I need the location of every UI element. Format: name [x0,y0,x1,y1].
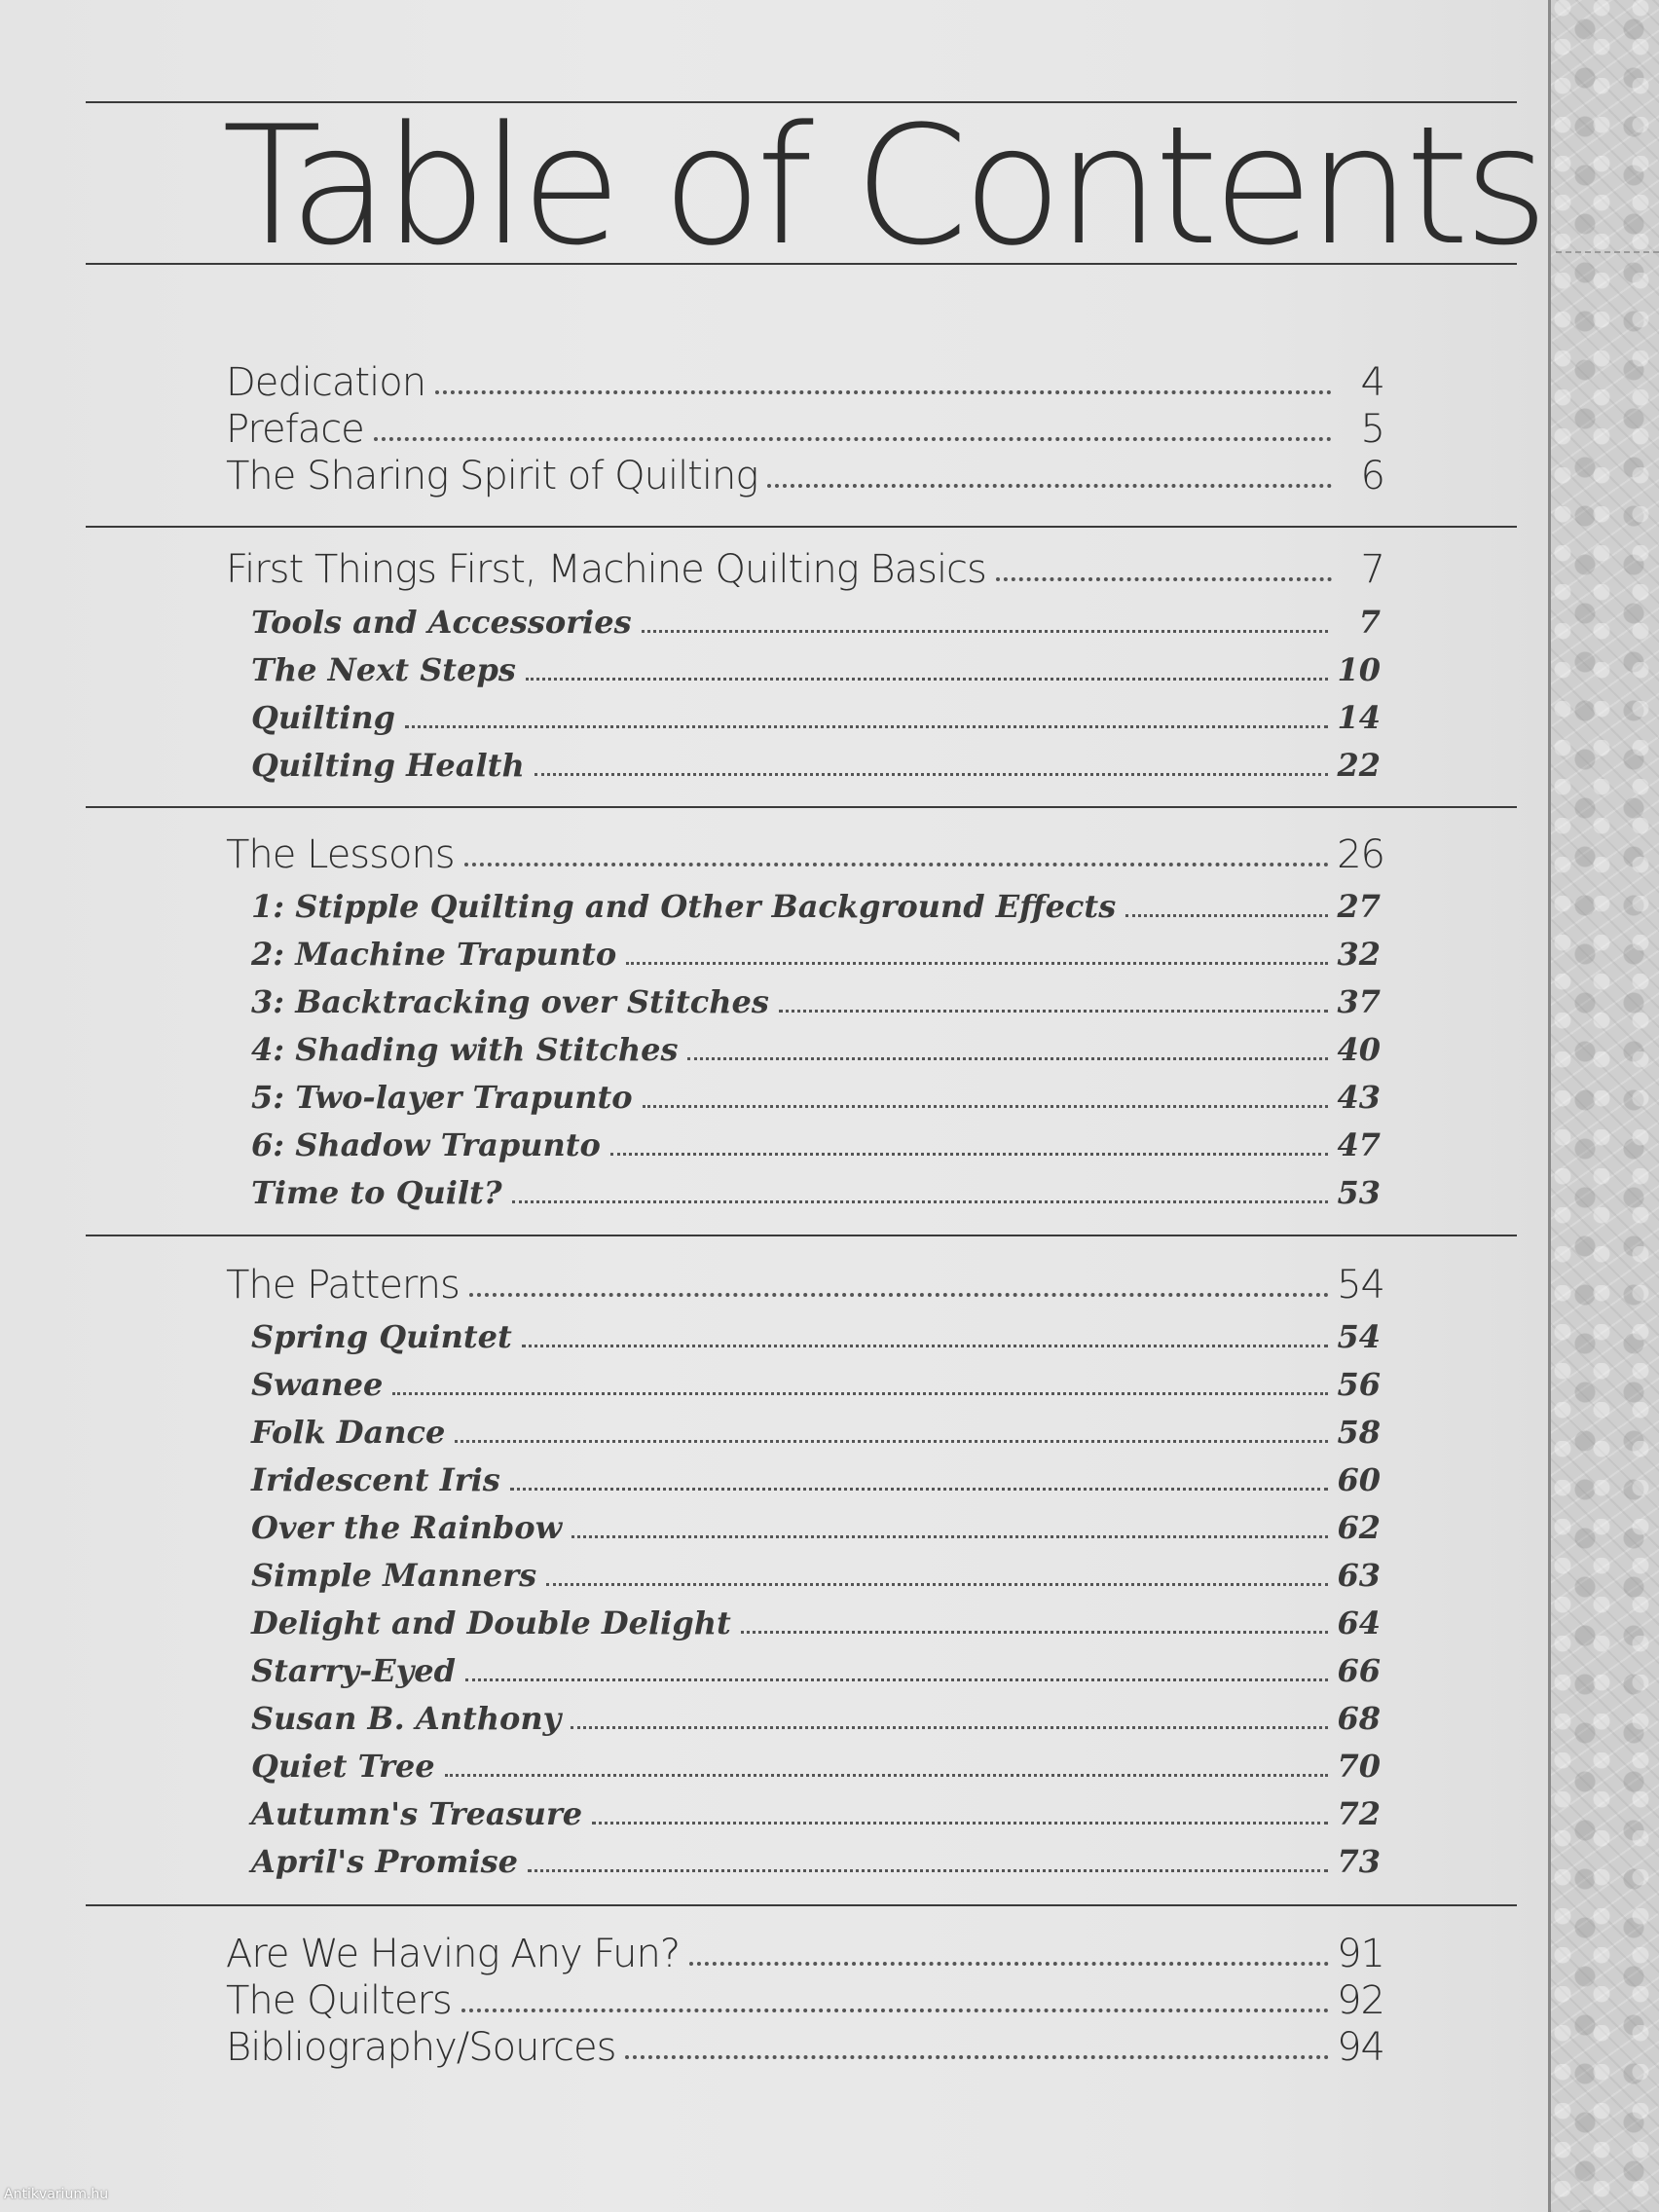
toc-entry-page: 5 [1360,407,1384,452]
toc-entry-label: Bibliography/Sources [226,2025,616,2070]
toc-entry-label: 4: Shading with Stitches [251,1031,679,1068]
toc-entry-page: 63 [1337,1557,1381,1594]
toc-entry-label: Preface [226,407,364,452]
toc-entry-page: 14 [1337,699,1381,736]
toc-entry-page: 4 [1360,360,1384,405]
toc-entry-page: 53 [1337,1174,1381,1211]
toc-entry-page: 56 [1337,1366,1381,1403]
toc-entry-page: 62 [1337,1509,1381,1546]
toc-subentry[interactable] [251,1698,1381,1737]
dot-leader [374,437,1332,441]
toc-subentry[interactable] [251,1172,1381,1211]
toc-entry-label: The Sharing Spirit of Quilting [226,454,758,498]
toc-entry-preface[interactable] [226,405,1384,452]
toc-subentry[interactable] [251,1650,1381,1689]
toc-entry-label: Folk Dance [251,1414,446,1451]
toc-entry-page: 66 [1337,1652,1381,1689]
toc-subentry[interactable] [251,602,1381,641]
toc-subentry[interactable] [251,981,1381,1020]
quilt-seam [1556,251,1659,259]
toc-entry-label: Starry-Eyed [251,1652,456,1689]
dot-leader [642,630,1328,633]
dot-leader [465,1678,1328,1681]
toc-entry-page: 6 [1360,454,1384,498]
toc-entry-label: Time to Quilt? [251,1174,502,1211]
toc-entry-label: 5: Two-layer Trapunto [251,1079,633,1116]
toc-entry-page: 7 [1360,547,1384,592]
dot-leader [571,1535,1328,1538]
toc-entry-page: 68 [1337,1700,1381,1737]
toc-entry-label: Delight and Double Delight [251,1604,731,1641]
toc-subentry[interactable] [251,649,1381,688]
watermark: Antikvarium.hu [4,2187,109,2202]
toc-entry-page: 60 [1337,1461,1381,1498]
toc-entry-label: Are We Having Any Fun? [226,1932,681,1976]
toc-entry-label: Autumn's Treasure [251,1795,583,1832]
toc-subentry[interactable] [251,1603,1381,1641]
toc-subentry[interactable] [251,1459,1381,1498]
dot-leader [625,2055,1329,2059]
dot-leader [610,1153,1328,1156]
toc-entry-label: The Next Steps [251,651,516,688]
toc-entry-label: 3: Backtracking over Stitches [251,983,769,1020]
quilted-fabric-edge [1548,0,1659,2212]
toc-entry-page: 73 [1337,1843,1381,1880]
toc-entry-label: 1: Stipple Quilting and Other Background Effects [251,888,1117,925]
toc-entry-page: 43 [1337,1079,1381,1116]
dot-leader [455,1440,1328,1443]
toc-entry-label: 6: Shadow Trapunto [251,1126,601,1163]
dot-leader [996,577,1332,581]
toc-subentry[interactable] [251,1507,1381,1546]
toc-entry-bibliography[interactable] [226,2023,1384,2070]
dot-leader [592,1822,1328,1825]
toc-subentry[interactable] [251,1029,1381,1068]
section-rule [86,526,1517,528]
toc-subentry[interactable] [251,1555,1381,1594]
toc-subentry[interactable] [251,1364,1381,1403]
toc-subentry[interactable] [251,1746,1381,1785]
toc-entry-dedication[interactable] [226,358,1384,405]
dot-leader [464,863,1329,866]
toc-entry-page: 47 [1337,1126,1381,1163]
dot-leader [526,678,1328,681]
toc-subentry[interactable] [251,745,1381,784]
toc-subentry[interactable] [251,1412,1381,1451]
toc-subentry[interactable] [251,934,1381,973]
toc-entry-label: Susan B. Anthony [251,1700,562,1737]
section-rule [86,1904,1517,1906]
toc-entry-fun[interactable] [226,1930,1384,1976]
toc-entry-label: Iridescent Iris [251,1461,500,1498]
toc-subentry[interactable] [251,1316,1381,1355]
toc-entry-page: 58 [1337,1414,1381,1451]
toc-entry-label: Dedication [226,360,426,405]
dot-leader [767,484,1332,488]
toc-subentry[interactable] [251,1077,1381,1116]
toc-entry-label: 2: Machine Trapunto [251,936,617,973]
toc-entry-page: 91 [1337,1932,1384,1976]
toc-section-lessons[interactable] [226,830,1384,877]
dot-leader [510,1488,1328,1491]
toc-subentry[interactable] [251,886,1381,925]
dot-leader [528,1869,1328,1872]
toc-section-patterns[interactable] [226,1261,1384,1308]
toc-entry-label: April's Promise [251,1843,518,1880]
dot-leader [643,1105,1328,1108]
dot-leader [571,1726,1328,1729]
toc-entry-page: 72 [1337,1795,1381,1832]
section-rule [86,806,1517,808]
toc-entry-label: First Things First, Machine Quilting Basics [226,547,986,592]
page-title: Table of Contents [222,91,1543,281]
toc-section-basics[interactable] [226,545,1384,592]
dot-leader [469,1293,1329,1297]
toc-entry-label: Spring Quintet [251,1318,512,1355]
toc-entry-label: Quilting [251,699,396,736]
dot-leader [741,1631,1328,1634]
toc-entry-page: 37 [1337,983,1381,1020]
dot-leader [779,1010,1328,1013]
dot-leader [1125,914,1328,917]
dot-leader [461,2009,1329,2012]
dot-leader [435,390,1332,394]
title-bottom-rule [86,263,1517,265]
section-rule [86,1235,1517,1236]
toc-entry-label: Quilting Health [251,747,525,784]
toc-entry-label: The Quilters [226,1978,452,2023]
toc-entry-sharing-spirit[interactable] [226,452,1384,498]
toc-entry-label: The Lessons [226,832,455,877]
toc-entry-label: Simple Manners [251,1557,537,1594]
dot-leader [392,1392,1328,1395]
toc-entry-label: Quiet Tree [251,1748,435,1785]
dot-leader [512,1200,1328,1203]
toc-entry-page: 7 [1358,604,1381,641]
toc-subentry[interactable] [251,697,1381,736]
toc-entry-page: 92 [1337,1978,1384,2023]
dot-leader [689,1962,1329,1966]
toc-entry-page: 94 [1337,2025,1384,2070]
toc-entry-page: 64 [1337,1604,1381,1641]
toc-entry-label: Over the Rainbow [251,1509,563,1546]
dot-leader [626,962,1328,965]
toc-entry-page: 54 [1337,1263,1384,1308]
toc-entry-label: Swanee [251,1366,384,1403]
toc-subentry[interactable] [251,1793,1381,1832]
dot-leader [522,1345,1328,1347]
toc-entry-page: 40 [1337,1031,1381,1068]
toc-entry-page: 10 [1337,651,1381,688]
dot-leader [405,725,1328,728]
toc-subentry[interactable] [251,1841,1381,1880]
toc-entry-page: 26 [1337,832,1384,877]
toc-entry-page: 54 [1337,1318,1381,1355]
toc-entry-page: 32 [1337,936,1381,973]
dot-leader [535,773,1328,776]
dot-leader [546,1583,1328,1586]
toc-entry-label: Tools and Accessories [251,604,632,641]
toc-entry-quilters[interactable] [226,1976,1384,2023]
toc-entry-label: The Patterns [226,1263,460,1308]
toc-entry-page: 27 [1337,888,1381,925]
toc-entry-page: 70 [1337,1748,1381,1785]
toc-entry-page: 22 [1337,747,1381,784]
toc-subentry[interactable] [251,1124,1381,1163]
dot-leader [687,1057,1328,1060]
dot-leader [445,1774,1328,1777]
